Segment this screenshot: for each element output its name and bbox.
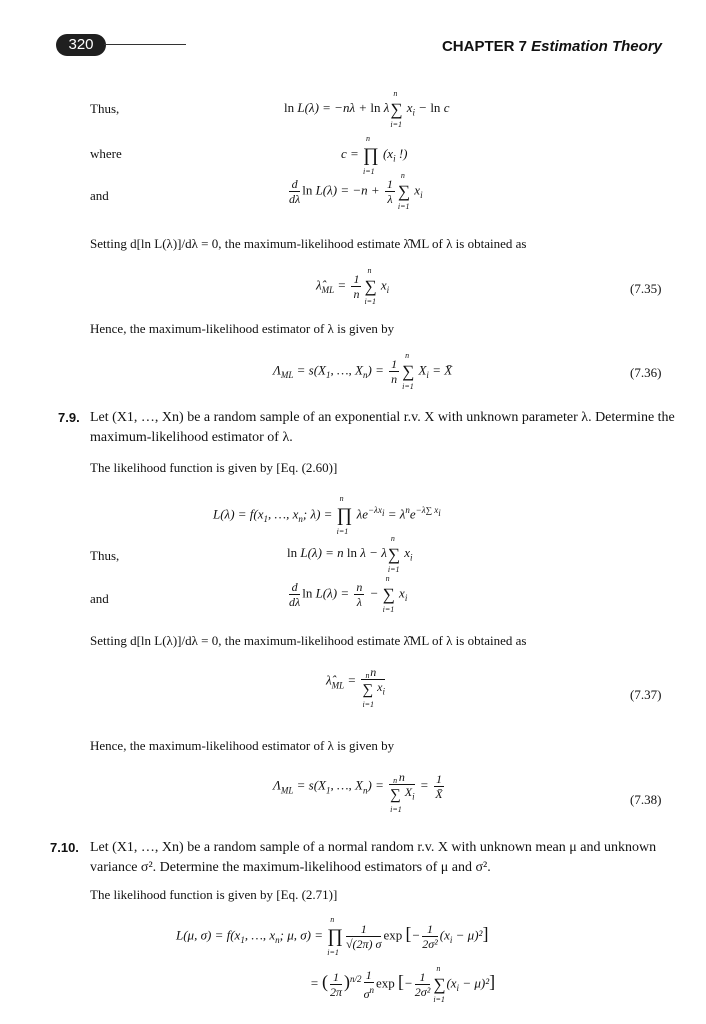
problem-7-9-statement bbox=[90, 408, 675, 448]
equation-likelihood-exponential: $L(\lambda) = f(x_1$, …, $x_n$; λ) = ∏ n i=1 $\lambda e^{-\lambda x_i} = \lambda^ne^{-\lambda\sum x_i}$ bbox=[213, 494, 441, 537]
header-rule bbox=[104, 44, 186, 45]
hence-text-a: Hence, the maximum-likelihood estimator of λ is given by bbox=[90, 321, 395, 336]
problem-7-9-line2: maximum-likelihood estimator of λ. bbox=[90, 430, 293, 445]
equation-likelihood-normal-2: = ( $\frac{1}{2\pi}$ )$^{n/2}$ $\frac{1}{\sigma^n}$ exp [− $\frac{1}{\text{2σ²}}$ ∑ n i=1 $(x_i - \mu)^2$] bbox=[310, 964, 496, 1005]
chapter-heading bbox=[442, 38, 662, 55]
equation-number-738: (7.38) bbox=[630, 792, 662, 807]
problem-7-10-line2: variance σ². Determine the maximum-likelihood estimators of μ and σ². bbox=[90, 860, 491, 875]
problem-number-7-9: 7.9. bbox=[58, 410, 80, 425]
where-label-a: where bbox=[90, 146, 122, 161]
setting-text-a: Setting d[ln L(λ)]/dλ = 0, the maximum-likelihood estimate λ̂ML of λ is obtained as bbox=[90, 236, 527, 251]
equation-735: $\lambdâ_{ML}$ = $\frac{1}{n}$ ∑ n i=1 $x_i$ bbox=[316, 266, 390, 307]
chapter-label: CHAPTER 7 bbox=[441, 38, 527, 55]
equation-dlnL-a: $\frac{d}{d\lambda}$ ln L(λ) = −n + $\frac{1}{\lambda}$ ∑ n i=1 $x_i$ bbox=[289, 171, 423, 212]
equation-lnL-a: ln L(λ) = −nλ + ln λ∑ n i=1 $x_i - \ln c$ bbox=[284, 89, 450, 129]
thus-label-7-9: Thus, bbox=[90, 548, 120, 563]
and-label-a: and bbox=[90, 188, 109, 203]
likelihood-intro-7-9: The likelihood function is given by [Eq. (2.60)] bbox=[90, 460, 338, 475]
equation-number-735: (7.35) bbox=[630, 281, 662, 296]
thus-label-a: Thus, bbox=[90, 101, 120, 116]
equation-c-def: c = ∏ n i=1 ($x_i$ !) bbox=[341, 134, 408, 176]
hence-text-7-9: Hence, the maximum-likelihood estimator of λ is given by bbox=[90, 738, 395, 753]
problem-number-7-10: 7.10. bbox=[50, 840, 79, 855]
equation-lnL-7-9: ln L(λ) = n ln λ − λ∑ n i=1 $x_i$ bbox=[287, 534, 413, 574]
setting-text-7-9: Setting d[ln L(λ)]/dλ = 0, the maximum-likelihood estimate λ̂ML of λ is obtained as bbox=[90, 633, 527, 648]
equation-dlnL-7-9: $\frac{d}{d\lambda}$ ln L(λ) = $\frac{n}{\lambda}$ − ∑ n i=1 $x_i$ bbox=[289, 574, 408, 615]
equation-737: $\lambdâ_{ML}$ = n ∑ n i=1 $x_i$ bbox=[326, 665, 385, 709]
problem-7-10-line1: Let (X1, …, Xn) be a random sample of a normal random r.v. X with unknown mean μ and unknown bbox=[90, 840, 657, 855]
equation-736: $\Lambda_{ML} = s(X_1$, …, $X_n$) = $\frac{1}{n}$ ∑ n i=1 $X_i$ = X̄ bbox=[273, 351, 453, 392]
problem-7-10-statement bbox=[90, 838, 656, 878]
page-number-badge: 320 bbox=[56, 34, 106, 56]
equation-number-737: (7.37) bbox=[630, 687, 662, 702]
equation-738: $\Lambda_{ML} = s(X_1$, …, $X_n$) = n ∑ n i=1 $X_i$ = $\frac{1}{X̄}$ bbox=[273, 770, 443, 814]
chapter-title: Estimation Theory bbox=[531, 38, 662, 55]
and-label-7-9: and bbox=[90, 591, 109, 606]
problem-7-9-line1: Let (X1, …, Xn) be a random sample of an exponential r.v. X with unknown parameter λ. Determine the bbox=[90, 410, 675, 425]
equation-number-736: (7.36) bbox=[630, 365, 662, 380]
likelihood-intro-7-10: The likelihood function is given by [Eq. (2.71)] bbox=[90, 887, 338, 902]
equation-likelihood-normal-1: L(μ, $\sigma) = f(x_1$, …, $x_n$; μ, σ) = ∏ n i=1 $\frac{1}{√(2\pi) \sigma}$ exp [− $\frac{1}{\text{2σ²}}$ $(x_i - \mu)^2$] bbox=[176, 915, 489, 958]
